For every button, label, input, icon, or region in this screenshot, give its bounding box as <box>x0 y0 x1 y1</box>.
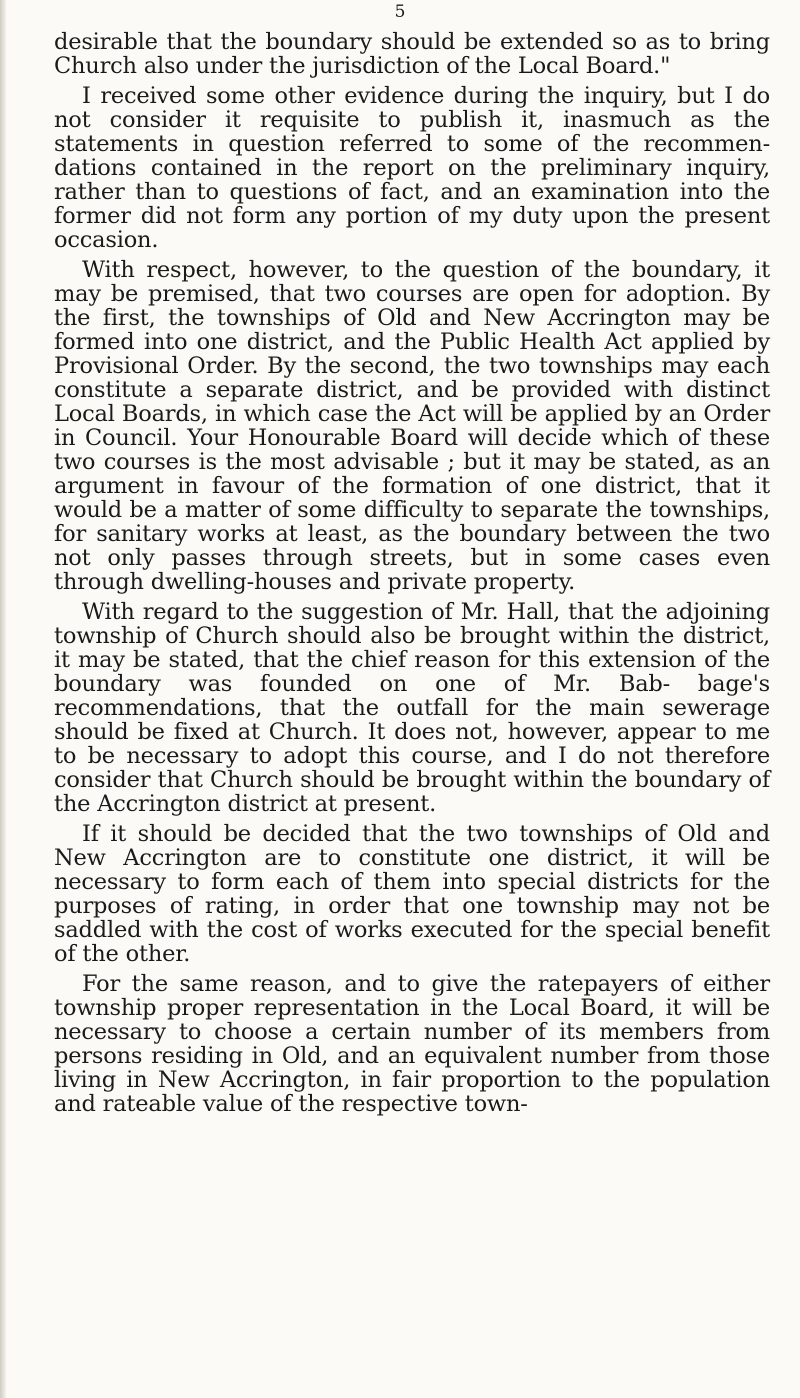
page-number: 5 <box>394 2 406 22</box>
paragraph-4: With regard to the suggestion of Mr. Hall, that the adjoining township of Church should also be brought within the district, it may be stated, that the chief reason for this extension of the boundary was founded on one of Mr. Bab- bage's recommendations, that the outfall for the main sewerage should be fixed at Church. It does not, however, appear to me to be necessary to adopt this course, and I do not therefore consider that Church should be brought within the boundary of the Accrington district at present. <box>54 599 770 817</box>
page-body <box>54 30 770 1122</box>
paragraph-2: I received some other evidence during the inquiry, but I do not consider it requisite to publish it, inasmuch as the statements in question referred to some of the recommen- dations contained in the report on the preliminary inquiry, rather than to questions of fact, and an examination into the former did not form any portion of my duty upon the present occasion. <box>54 83 770 253</box>
paragraph-6: For the same reason, and to give the ratepayers of either township proper representation in the Local Board, it will be necessary to choose a certain number of its members from persons residing in Old, and an equivalent number from those living in New Accrington, in fair proportion to the population and rateable value of the respective town- <box>54 971 770 1117</box>
page-binding-edge <box>0 0 6 1398</box>
paragraph-1: desirable that the boundary should be extended so as to bring Church also under the jurisdiction of the Local Board." <box>54 29 770 79</box>
paragraph-3: With respect, however, to the question of the boundary, it may be premised, that two courses are open for adoption. By the first, the townships of Old and New Accrington may be formed into one district, and the Public Health Act applied by Provisional Order. By the second, the two townships may each constitute a separate district, and be provided with distinct Local Boards, in which case the Act will be applied by an Order in Council. Your Honourable Board will decide which of these two courses is the most advisable ; but it may be stated, as an argument in favour of the formation of one district, that it would be a matter of some difficulty to separate the townships, for sanitary works at least, as the boundary between the two not only passes through streets, but in some cases even through dwelling-houses and private property. <box>54 257 770 595</box>
paragraph-5: If it should be decided that the two townships of Old and New Accrington are to constitute one district, it will be necessary to form each of them into special districts for the purposes of rating, in order that one township may not be saddled with the cost of works executed for the special benefit of the other. <box>54 821 770 967</box>
